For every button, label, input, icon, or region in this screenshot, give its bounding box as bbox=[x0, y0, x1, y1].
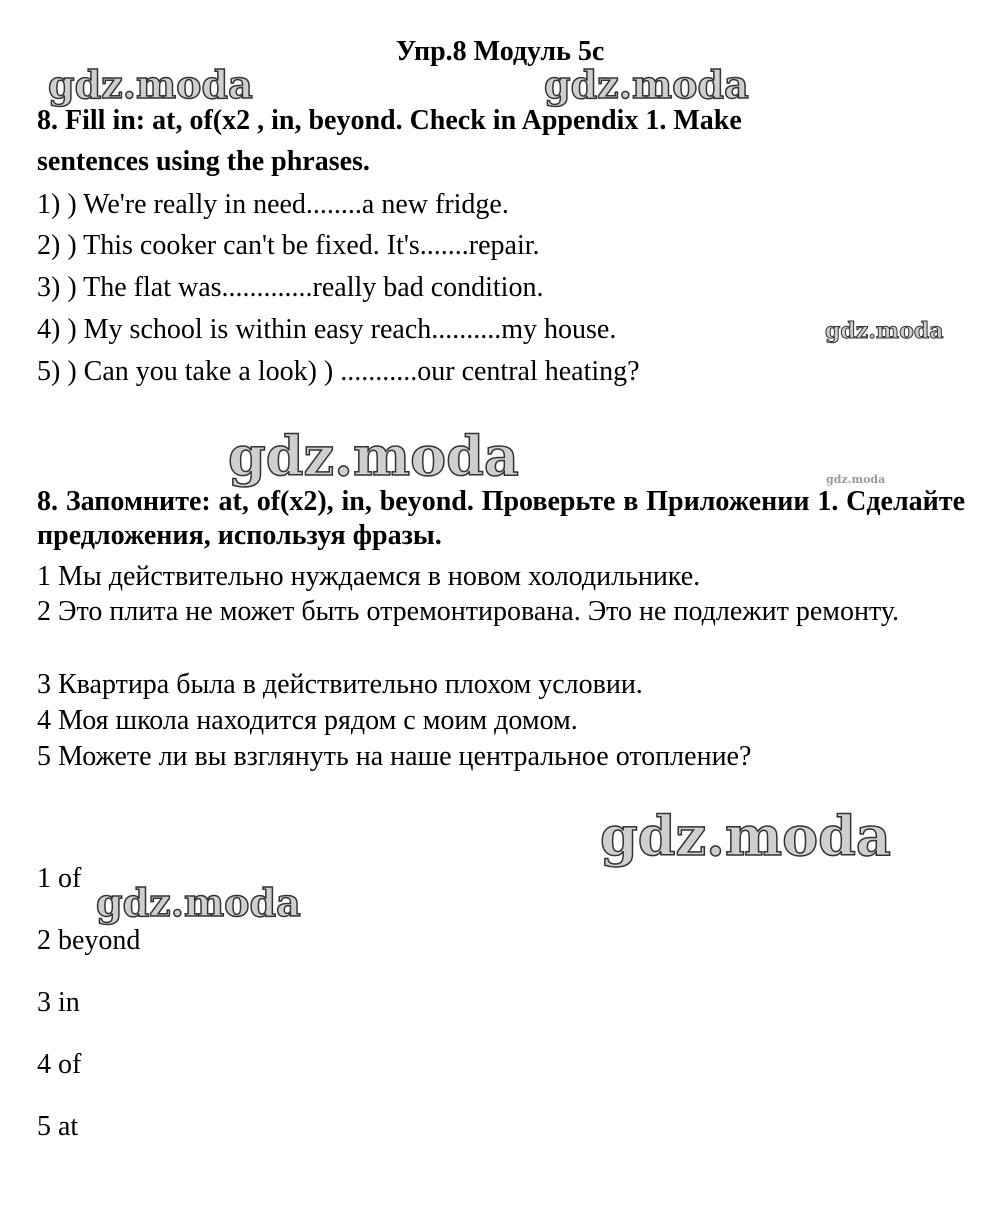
russian-task-heading: 8. Запомните: at, of(x2), in, beyond. Проверьте в Приложении 1. Сделайте предложения, используя фразы. bbox=[37, 486, 965, 551]
watermark: gdz.moda bbox=[96, 880, 301, 925]
answer-item: 5 at bbox=[37, 1111, 79, 1142]
english-item: 5) ) Can you take a look) ) ...........our central heating? bbox=[37, 356, 640, 387]
answer-item: 4 of bbox=[37, 1049, 82, 1080]
russian-item: 5 Можете ли вы взглянуть на наше центральное отопление? bbox=[37, 741, 752, 772]
page-title: Упр.8 Модуль 5с bbox=[395, 36, 605, 67]
russian-item: 2 Это плита не может быть отремонтирована. Это не подлежит ремонту. bbox=[37, 596, 900, 627]
russian-item: 4 Моя школа находится рядом с моим домом. bbox=[37, 705, 578, 736]
watermark: gdz.moda bbox=[48, 62, 253, 107]
english-item: 2) ) This cooker can't be fixed. It's.......repair. bbox=[37, 230, 540, 261]
english-item: 4) ) My school is within easy reach..........my house. bbox=[37, 314, 617, 345]
english-item: 1) ) We're really in need........a new fridge. bbox=[37, 189, 509, 220]
russian-item: 3 Квартира была в действительно плохом условии. bbox=[37, 669, 643, 700]
english-task-heading: sentences using the phrases. bbox=[37, 146, 370, 177]
watermark: gdz.moda bbox=[600, 804, 891, 868]
watermark: gdz.moda bbox=[825, 318, 944, 344]
russian-item: 1 Мы действительно нуждаемся в новом холодильнике. bbox=[37, 561, 701, 592]
watermark: gdz.moda bbox=[544, 62, 749, 107]
answer-item: 3 in bbox=[37, 987, 80, 1018]
english-task-heading: 8. Fill in: at, of(x2 , in, beyond. Check in Appendix 1. Make bbox=[37, 105, 742, 136]
answer-item: 2 beyond bbox=[37, 925, 141, 956]
watermark: gdz.moda bbox=[826, 473, 886, 486]
watermark: gdz.moda bbox=[228, 424, 519, 488]
english-item: 3) ) The flat was.............really bad condition. bbox=[37, 272, 544, 303]
answer-item: 1 of bbox=[37, 863, 82, 894]
